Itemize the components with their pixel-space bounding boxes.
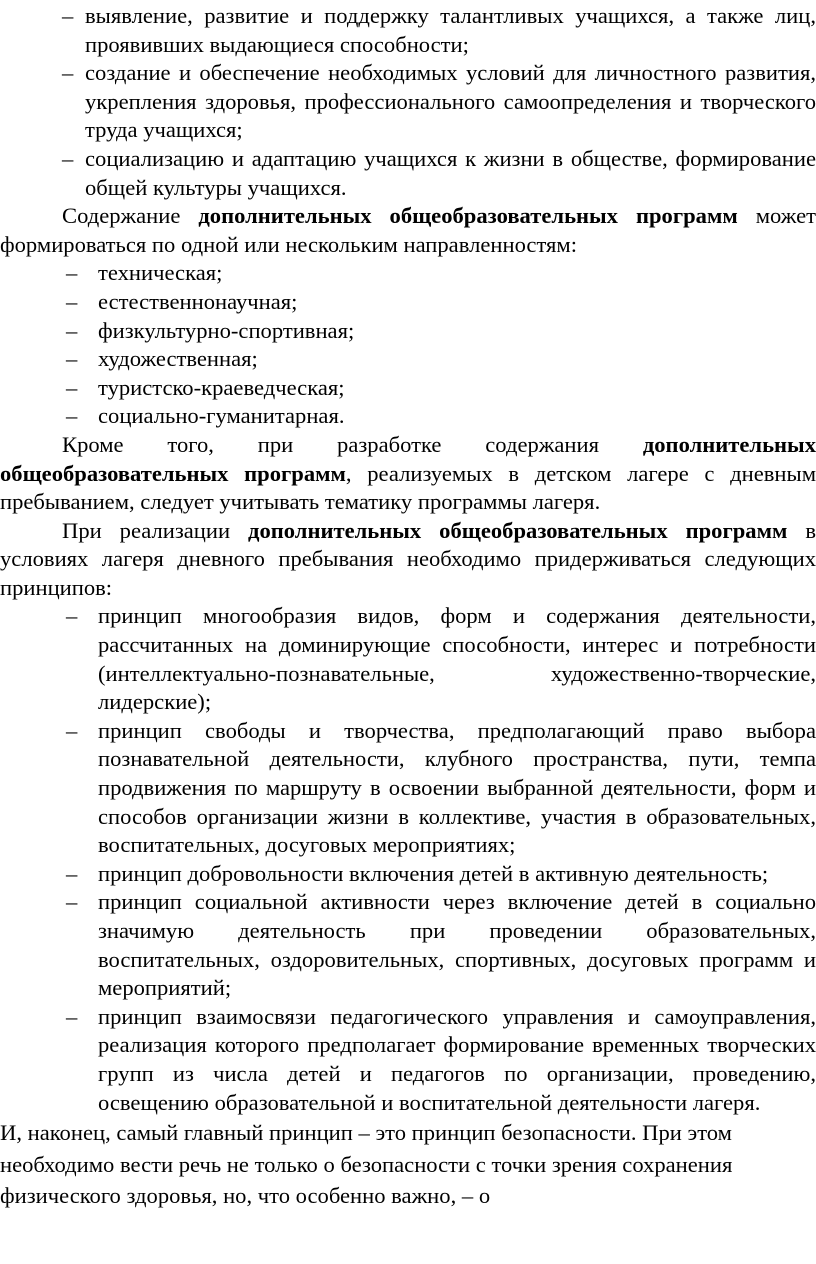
dash-marker: – [66,717,78,743]
bold-term: дополнительных общеобразовательных программ [198,203,738,229]
dash-marker: – [62,3,74,28]
dash-marker: – [66,603,78,629]
principles-list [0,602,816,1117]
dash-marker: – [66,889,78,915]
dash-marker: – [66,288,78,314]
list-item: – социально-гуманитарная. [98,402,816,431]
list-item: – принцип свободы и творчества, предполагающий право выбора познавательной деятельности, клубного пространства, пути, темпа продвижения по маршруту в освоении выбранной деятельности, форм и способов организации жизни в коллективе, участия в образовательных, воспитательных, досуговых мероприятиях; [66,717,816,858]
list-item: – выявление, развитие и поддержку талантливых учащихся, а также лиц, проявивших выдающиеся способности; [62,3,816,57]
dash-marker: – [62,60,74,86]
bold-term: дополнительных общеобразовательных программ [0,431,816,486]
list-item: – физкультурно-спортивная; [98,317,816,346]
paragraph-content-directions: Содержание дополнительных общеобразовательных программ может формироваться по одной или нескольким направленностям: [0,203,816,257]
list-item: – естественнонаучная; [98,288,816,317]
goals-list [0,2,816,202]
dash-marker: – [66,317,78,343]
dash-marker: – [62,145,74,171]
paragraph-camp-program: Кроме того, при разработке содержания дополнительных общеобразовательных программ, реализуемых в детском лагере с дневным пребыванием, следует учитывать тематику программы лагеря. [0,431,816,515]
paragraph-principles-intro: При реализации дополнительных общеобразовательных программ в условиях лагеря дневного пребывания необходимо придерживаться следующих принципов: [0,517,816,600]
list-item: – техническая; [98,259,816,288]
list-item: – принцип взаимосвязи педагогического управления и самоуправления, реализация которого предполагает формирование временных творческих групп из числа детей и педагогов по организации, проведению, освещению образовательной и воспитательной деятельности лагеря. [66,1003,816,1115]
list-item: – принцип добровольности включения детей в активную деятельность; [98,860,816,889]
list-item: – социализацию и адаптацию учащихся к жизни в обществе, формирование общей культуры учащихся. [62,145,816,200]
directions-list [0,259,816,431]
dash-marker: – [66,260,78,286]
list-item: – создание и обеспечение необходимых условий для личностного развития, укрепления здоровья, профессионального самоопределения и творческого труда учащихся; [62,60,816,143]
dash-marker: – [66,860,78,886]
list-item: – художественная; [98,345,816,374]
paragraph-safety: И, наконец, самый главный принцип – это принцип безопасности. При этом необходимо вести речь не только о безопасности с точки зрения сохранения физического здоровья, но, что особенно важно, – о [0,1120,733,1209]
dash-marker: – [66,403,78,429]
bold-term: дополнительных общеобразовательных программ [248,517,788,543]
list-item: – туристско-краеведческая; [98,374,816,403]
list-item: – принцип многообразия видов, форм и содержания деятельности, рассчитанных на доминирующие способности, интерес и потребности (интеллектуально-познавательные, художественно-творческие, лидерские); [66,603,816,715]
dash-marker: – [66,1003,78,1029]
dash-marker: – [66,346,78,372]
list-item: – принцип социальной активности через включение детей в социально значимую деятельность при проведении образовательных, воспитательных, оздоровительных, спортивных, досуговых программ и мероприятий; [66,889,816,1001]
dash-marker: – [66,374,78,400]
